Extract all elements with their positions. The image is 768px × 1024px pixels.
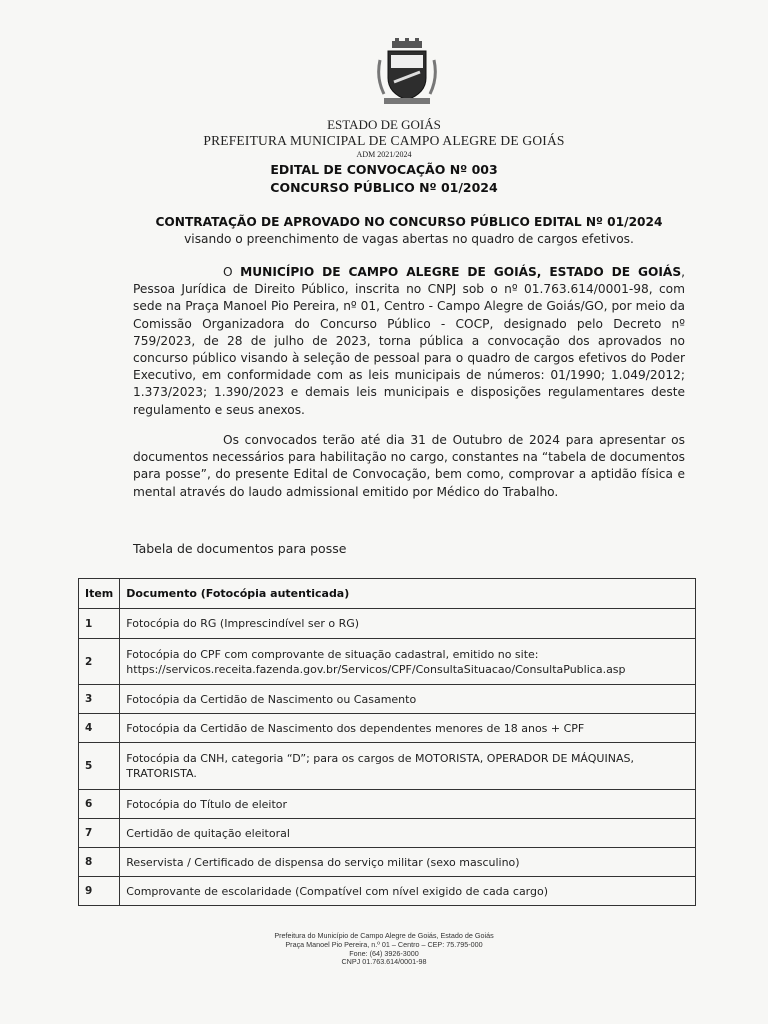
row-document: Fotocópia da Certidão de Nascimento ou Casamento bbox=[120, 685, 696, 714]
row-item: 9 bbox=[79, 877, 120, 906]
footer-line: CNPJ 01.763.614/0001-98 bbox=[341, 957, 427, 967]
row-item: 7 bbox=[79, 819, 120, 848]
table-row bbox=[79, 714, 696, 743]
table-row bbox=[79, 819, 696, 848]
table-row bbox=[79, 848, 696, 877]
table-row bbox=[79, 790, 696, 819]
main-text: , Pessoa Jurídica de Direito Público, inscrita no CNPJ sob o nº 01.763.614/0001-98, com sede na Praça Manoel Pio Pereira, nº 01, Centro - Campo Alegre de Goiás/GO, por meio da Comissão Organizadora do Concurso Público - COCP, designado pelo Decreto nº 759/2023, de 28 de julho de 2023, torna pública a convocação dos aprovados no concurso público visando à seleção de pessoal para o quadro de cargos efetivos do Poder Executivo, em conformidade com as leis municipais de números: 01/1990; 1.049/2012; 1.373/2023; 1.390/2023 e demais leis municipais e disposições regulamentares deste regulamento e seus anexos. bbox=[133, 265, 685, 417]
intro-paragraph bbox=[133, 214, 685, 248]
table-caption: Tabela de documentos para posse bbox=[133, 541, 347, 556]
row-document: Fotocópia do Título de eleitor bbox=[120, 790, 696, 819]
row-document: Fotocópia da Certidão de Nascimento dos dependentes menores de 18 anos + CPF bbox=[120, 714, 696, 743]
row-item: 3 bbox=[79, 685, 120, 714]
table-row bbox=[79, 877, 696, 906]
header-document: Documento (Fotocópia autenticada) bbox=[120, 579, 696, 609]
row-item: 8 bbox=[79, 848, 120, 877]
footer-line: Fone: (64) 3926-3000 bbox=[349, 948, 419, 958]
intro-text: visando o preenchimento de vagas abertas no quadro de cargos efetivos. bbox=[184, 232, 634, 247]
header-adm: ADM 2021/2024 bbox=[356, 150, 412, 159]
row-document: Fotocópia da CNH, categoria “D”; para os cargos de MOTORISTA, OPERADOR DE MÁQUINAS, TRATORISTA. bbox=[120, 743, 696, 790]
table-row bbox=[79, 685, 696, 714]
row-item: 6 bbox=[79, 790, 120, 819]
header-prefecture: PREFEITURA MUNICIPAL DE CAMPO ALEGRE DE GOIÁS bbox=[203, 133, 565, 148]
footer-line: Prefeitura do Município de Campo Alegre de Goiás, Estado de Goiás bbox=[274, 931, 494, 940]
main-paragraph bbox=[133, 264, 685, 419]
row-document: Certidão de quitação eleitoral bbox=[120, 819, 696, 848]
edital-title: EDITAL DE CONVOCAÇÃO Nº 003 bbox=[270, 162, 498, 177]
row-document: Fotocópia do RG (Imprescindível ser o RG) bbox=[120, 609, 696, 639]
convocation-paragraph: Os convocados terão até dia 31 de Outubro de 2024 para apresentar os documentos necessários para habilitação no cargo, constantes na “tabela de documentos para posse”, do presente Edital de Convocação, bem como, comprovar a aptidão física e mental através do laudo admissional emitido por Médico do Trabalho. bbox=[133, 433, 685, 499]
table-row bbox=[79, 639, 696, 685]
main-bold: MUNICÍPIO DE CAMPO ALEGRE DE GOIÁS, ESTADO DE GOIÁS bbox=[240, 265, 682, 279]
table-header-row bbox=[79, 579, 696, 609]
row-item: 1 bbox=[79, 609, 120, 639]
main-prefix: O bbox=[223, 265, 241, 279]
header-state: ESTADO DE GOIÁS bbox=[327, 117, 441, 132]
row-document: Comprovante de escolaridade (Compatível com nível exigido de cada cargo) bbox=[120, 877, 696, 906]
intro-bold: CONTRATAÇÃO DE APROVADO NO CONCURSO PÚBLICO EDITAL Nº 01/2024 bbox=[155, 215, 663, 229]
coat-of-arms-icon bbox=[374, 38, 440, 108]
concurso-title: CONCURSO PÚBLICO Nº 01/2024 bbox=[270, 180, 498, 195]
page-footer bbox=[0, 932, 768, 967]
table-row bbox=[79, 743, 696, 790]
row-item: 4 bbox=[79, 714, 120, 743]
footer-line: Praça Manoel Pio Pereira, n.º 01 – Centro – CEP: 75.795-000 bbox=[285, 939, 483, 949]
documents-table bbox=[78, 578, 696, 906]
header-item: Item bbox=[79, 579, 120, 609]
row-document: Reservista / Certificado de dispensa do serviço militar (sexo masculino) bbox=[120, 848, 696, 877]
row-document: Fotocópia do CPF com comprovante de situação cadastral, emitido no site: https://servicos.receita.fazenda.gov.br/Servicos/CPF/ConsultaSituacao/ConsultaPublica.asp bbox=[120, 639, 696, 685]
row-item: 5 bbox=[79, 743, 120, 790]
table-row bbox=[79, 609, 696, 639]
row-item: 2 bbox=[79, 639, 120, 685]
